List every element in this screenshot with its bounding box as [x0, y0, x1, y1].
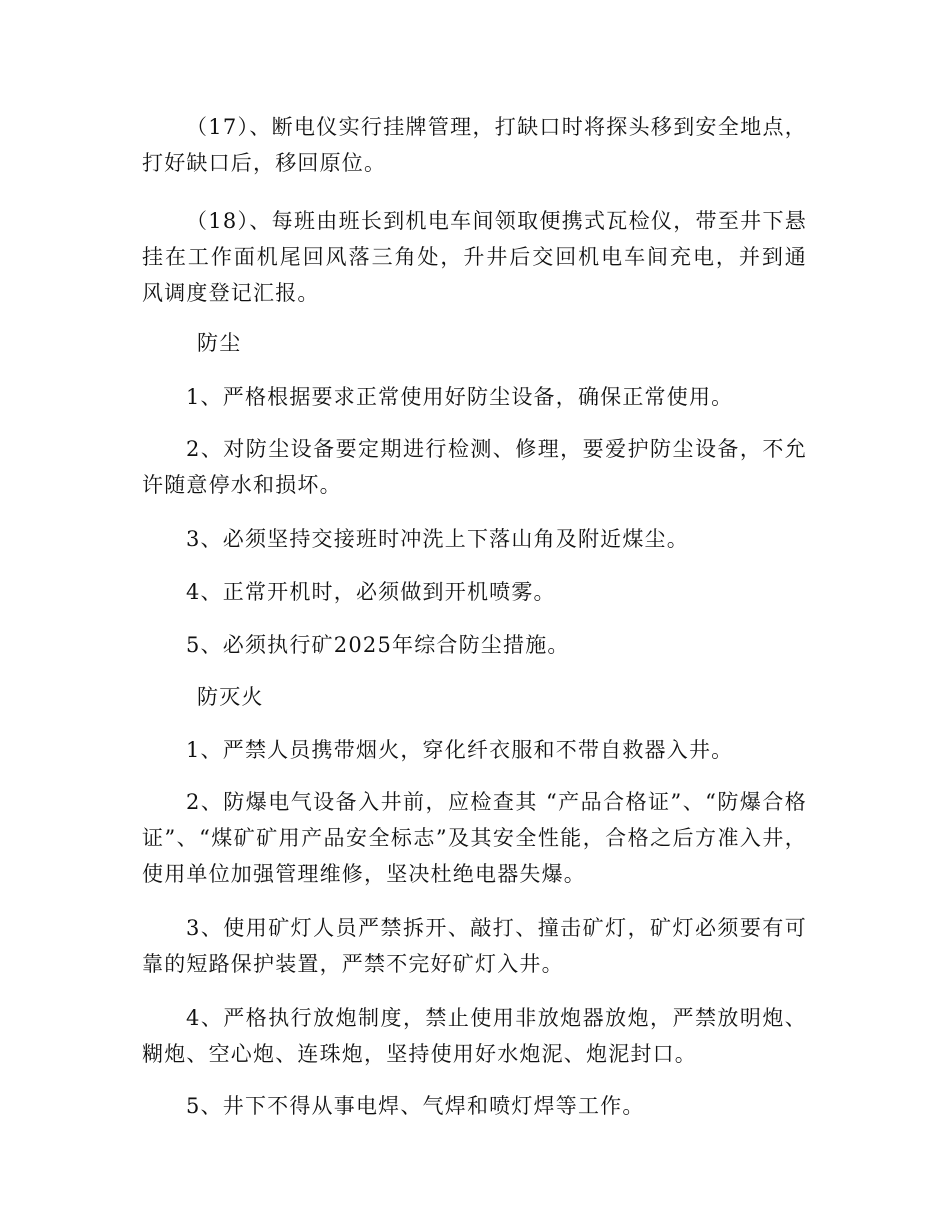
paragraph-dust-1: 1、严格根据要求正常使用好防尘设备，确保正常使用。 — [186, 385, 734, 409]
paragraph-fire-1: 1、严禁人员携带烟火，穿化纤衣服和不带自救器入井。 — [186, 738, 734, 762]
paragraph-item-17: （17）、断电仪实行挂牌管理，打缺口时将探头移到安全地点，打好缺口后，移回原位。 — [142, 115, 807, 175]
section-heading-fire-prevention: 防灭火 — [197, 685, 264, 709]
paragraph-dust-4: 4、正常开机时，必须做到开机喷雾。 — [186, 580, 556, 604]
paragraph-dust-5: 5、必须执行矿2025年综合防尘措施。 — [186, 633, 570, 657]
paragraph-fire-2: 2、防爆电气设备入井前，应检查其 “产品合格证”、“防爆合格证”、“煤矿矿用产品安全标志”及其安全性能，合格之后方准入井，使用单位加强管理维修，坚决杜绝电器失爆。 — [142, 790, 807, 886]
paragraph-fire-4: 4、严格执行放炮制度，禁止使用非放炮器放炮，严禁放明炮、糊炮、空心炮、连珠炮，坚持使用好水炮泥、炮泥封口。 — [142, 1006, 807, 1066]
paragraph-fire-5: 5、井下不得从事电焊、气焊和喷灯焊等工作。 — [186, 1094, 645, 1118]
section-heading-dust-prevention: 防尘 — [197, 331, 242, 355]
paragraph-dust-3: 3、必须坚持交接班时冲洗上下落山角及附近煤尘。 — [186, 527, 689, 551]
paragraph-item-18: （18）、每班由班长到机电车间领取便携式瓦检仪，带至井下悬挂在工作面机尾回风落三角处，升井后交回机电车间充电，并到通风调度登记汇报。 — [142, 209, 807, 305]
paragraph-dust-2: 2、对防尘设备要定期进行检测、修理，要爱护防尘设备，不允许随意停水和损坏。 — [142, 437, 807, 497]
paragraph-fire-3: 3、使用矿灯人员严禁拆开、敲打、撞击矿灯，矿灯必须要有可靠的短路保护装置，严禁不完好矿灯入井。 — [142, 916, 807, 976]
